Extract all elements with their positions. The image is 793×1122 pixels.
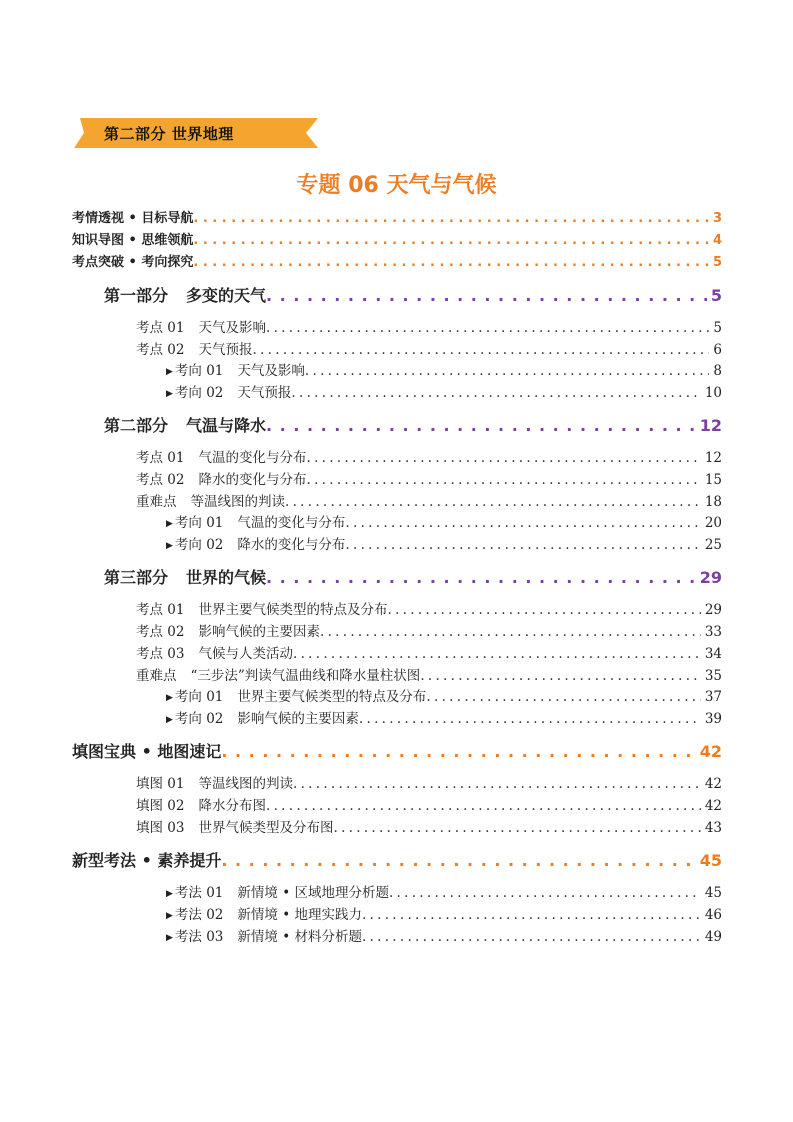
toc-leader xyxy=(293,646,701,662)
toc-subitem[interactable] xyxy=(166,881,722,901)
toc-page: 39 xyxy=(704,711,722,727)
toc-page: 8 xyxy=(713,363,722,379)
triangle-bullet-icon: ▶ xyxy=(166,889,173,899)
toc-leader xyxy=(306,472,700,488)
triangle-bullet-icon: ▶ xyxy=(166,541,173,551)
subitem-number xyxy=(166,685,223,705)
part-number: 第二部分 xyxy=(104,416,169,435)
triangle-bullet-icon: ▶ xyxy=(166,715,173,725)
toc-subitem[interactable] xyxy=(166,359,722,379)
item-number: 考点 02 xyxy=(136,472,185,488)
toc-page: 42 xyxy=(699,742,722,761)
toc-subitem[interactable] xyxy=(166,903,722,923)
toc-leader xyxy=(266,286,707,305)
toc-page: 34 xyxy=(704,646,722,662)
item-label: 新情境 • 区域地理分析题 xyxy=(237,885,389,901)
toc-page: 15 xyxy=(704,472,722,488)
toc-label: 知识导图 • 思维领航 xyxy=(72,233,194,248)
item-label: 影响气候的主要因素 xyxy=(237,711,359,727)
toc-page: 3 xyxy=(712,211,722,226)
section-title: 填图宝典 • 地图速记 xyxy=(72,742,222,761)
item-label: 新情境 • 地理实践力 xyxy=(237,907,362,923)
subitem-number-text: 考向 02 xyxy=(174,537,224,553)
toc-page: 33 xyxy=(704,624,722,640)
item-label: 等温线图的判读 xyxy=(190,494,285,510)
toc-leader xyxy=(193,255,709,270)
toc-item[interactable] xyxy=(136,338,722,358)
toc-leader xyxy=(193,233,709,248)
subitem-number-text: 考法 01 xyxy=(174,885,224,901)
toc-item[interactable] xyxy=(136,598,722,618)
item-label: 降水分布图 xyxy=(198,798,266,814)
toc-part-3[interactable] xyxy=(104,565,722,588)
subitem-number-text: 考法 03 xyxy=(174,929,224,945)
toc-leader xyxy=(285,494,701,510)
toc-item[interactable] xyxy=(136,316,722,336)
toc-page: 5 xyxy=(712,255,722,270)
toc-leader xyxy=(266,568,696,587)
toc-leader xyxy=(333,820,700,836)
toc-leader xyxy=(266,798,701,814)
triangle-bullet-icon: ▶ xyxy=(166,367,173,377)
section-banner xyxy=(72,116,320,150)
toc-item[interactable] xyxy=(136,664,722,684)
toc-leader xyxy=(426,689,700,705)
page-title: 专题 06 天气与气候 xyxy=(296,173,497,198)
toc-leader xyxy=(266,320,709,336)
toc-entry-overview[interactable] xyxy=(72,207,722,226)
item-label: 世界主要气候类型的特点及分布 xyxy=(198,602,388,618)
toc-subitem[interactable] xyxy=(166,511,722,531)
toc-page: 20 xyxy=(704,515,722,531)
subitem-number-text: 考法 02 xyxy=(174,907,224,923)
item-label: 影响气候的主要因素 xyxy=(198,624,320,640)
item-number: 考点 03 xyxy=(136,646,185,662)
toc-page: 4 xyxy=(712,233,722,248)
toc-page: 43 xyxy=(704,820,722,836)
item-number: 填图 02 xyxy=(136,798,185,814)
toc-page: 10 xyxy=(704,385,722,401)
toc-leader xyxy=(221,851,695,870)
subitem-number-text: 考向 02 xyxy=(174,385,224,401)
triangle-bullet-icon: ▶ xyxy=(166,693,173,703)
toc-page: 5 xyxy=(710,286,722,305)
item-number: 重难点 xyxy=(136,494,177,510)
toc-subitem[interactable] xyxy=(166,707,722,727)
toc-page: 35 xyxy=(704,668,722,684)
item-label: 天气预报 xyxy=(198,342,253,358)
subitem-number xyxy=(166,381,223,401)
toc-page: 37 xyxy=(704,689,722,705)
toc-page: 49 xyxy=(704,929,722,945)
item-label: 降水的变化与分布 xyxy=(237,537,346,553)
toc-leader xyxy=(305,363,710,379)
subitem-number xyxy=(166,511,223,531)
part-title: 多变的天气 xyxy=(186,286,267,305)
item-label: 降水的变化与分布 xyxy=(198,472,307,488)
toc-leader xyxy=(320,624,701,640)
subitem-number xyxy=(166,881,223,901)
toc-item[interactable] xyxy=(136,490,722,510)
toc-item[interactable] xyxy=(136,620,722,640)
part-number: 第三部分 xyxy=(104,568,169,587)
subitem-number xyxy=(166,359,223,379)
toc-label: 考点突破 • 考向探究 xyxy=(72,255,194,270)
item-number: 考点 01 xyxy=(136,450,185,466)
toc-section-map[interactable] xyxy=(72,739,722,762)
item-number: 考点 02 xyxy=(136,342,185,358)
toc-page: 12 xyxy=(704,450,722,466)
toc-page: 45 xyxy=(704,885,722,901)
toc-page: 45 xyxy=(699,851,722,870)
toc-item[interactable] xyxy=(136,468,722,488)
toc-entry-mindmap[interactable] xyxy=(72,229,722,248)
toc-page: 29 xyxy=(699,568,722,587)
toc-leader xyxy=(420,668,701,684)
toc-leader xyxy=(293,776,701,792)
triangle-bullet-icon: ▶ xyxy=(166,933,173,943)
toc-leader xyxy=(266,416,696,435)
triangle-bullet-icon: ▶ xyxy=(166,519,173,529)
toc-subitem[interactable] xyxy=(166,381,722,401)
item-label: 天气及影响 xyxy=(198,320,266,336)
toc-page: 6 xyxy=(713,342,722,358)
item-label: 世界气候类型及分布图 xyxy=(198,820,334,836)
toc-page: 42 xyxy=(704,798,722,814)
toc-leader xyxy=(362,907,701,923)
item-number: 考点 01 xyxy=(136,602,185,618)
subitem-number xyxy=(166,903,223,923)
subitem-number-text: 考向 01 xyxy=(174,689,224,705)
toc-page: 42 xyxy=(704,776,722,792)
item-label: “三步法”判读气温曲线和降水量柱状图 xyxy=(190,668,421,684)
item-label: 新情境 • 材料分析题 xyxy=(237,929,362,945)
item-number: 考点 01 xyxy=(136,320,185,336)
item-label: 天气预报 xyxy=(237,385,292,401)
toc-page: 18 xyxy=(704,494,722,510)
section-title: 新型考法 • 素养提升 xyxy=(72,851,222,870)
item-number: 重难点 xyxy=(136,668,177,684)
item-label: 气候与人类活动 xyxy=(198,646,293,662)
subitem-number-text: 考向 02 xyxy=(174,711,224,727)
item-label: 气温的变化与分布 xyxy=(198,450,307,466)
toc-label: 考情透视 • 目标导航 xyxy=(72,211,194,226)
toc-item[interactable] xyxy=(136,446,722,466)
toc-leader xyxy=(387,602,700,618)
item-number: 填图 03 xyxy=(136,820,185,836)
toc-item[interactable] xyxy=(136,772,722,792)
part-title: 气温与降水 xyxy=(186,416,267,435)
subitem-number xyxy=(166,925,223,945)
toc-leader xyxy=(252,342,709,358)
toc-page: 12 xyxy=(699,416,722,435)
toc-item[interactable] xyxy=(136,794,722,814)
toc-leader xyxy=(193,211,709,226)
toc-leader xyxy=(359,711,701,727)
item-label: 气温的变化与分布 xyxy=(237,515,346,531)
toc-page: 25 xyxy=(704,537,722,553)
toc-leader xyxy=(362,929,701,945)
item-number: 填图 01 xyxy=(136,776,185,792)
item-label: 天气及影响 xyxy=(237,363,305,379)
item-label: 世界主要气候类型的特点及分布 xyxy=(237,689,427,705)
triangle-bullet-icon: ▶ xyxy=(166,911,173,921)
subitem-number-text: 考向 01 xyxy=(174,515,224,531)
subitem-number-text: 考向 01 xyxy=(174,363,224,379)
subitem-number xyxy=(166,707,223,727)
item-number: 考点 02 xyxy=(136,624,185,640)
toc-leader xyxy=(291,385,700,401)
toc-subitem[interactable] xyxy=(166,533,722,553)
toc-leader xyxy=(345,537,700,553)
toc-page: 5 xyxy=(713,320,722,336)
banner-text: 第二部分 世界地理 xyxy=(104,125,234,143)
toc-page: 29 xyxy=(704,602,722,618)
toc-item[interactable] xyxy=(136,642,722,662)
toc-leader xyxy=(221,742,695,761)
toc-leader xyxy=(306,450,700,466)
toc-page: 46 xyxy=(704,907,722,923)
triangle-bullet-icon: ▶ xyxy=(166,389,173,399)
toc-subitem[interactable] xyxy=(166,925,722,945)
item-label: 等温线图的判读 xyxy=(198,776,293,792)
toc-part-1[interactable] xyxy=(104,283,722,306)
toc-subitem[interactable] xyxy=(166,685,722,705)
toc-section-new[interactable] xyxy=(72,848,722,871)
toc-entry-keypoints[interactable] xyxy=(72,251,722,270)
toc-leader xyxy=(389,885,701,901)
toc-leader xyxy=(345,515,700,531)
part-title: 世界的气候 xyxy=(186,568,267,587)
part-number: 第一部分 xyxy=(104,286,169,305)
toc-item[interactable] xyxy=(136,816,722,836)
toc-part-2[interactable] xyxy=(104,413,722,436)
subitem-number xyxy=(166,533,223,553)
